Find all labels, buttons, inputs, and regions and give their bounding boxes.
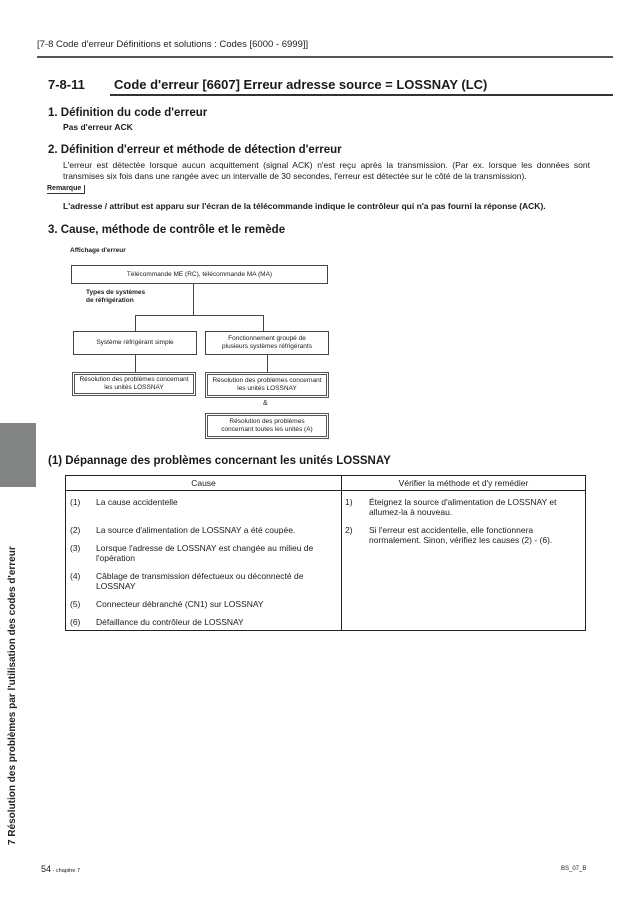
page-number	[41, 864, 80, 874]
col-header-cause: Cause	[66, 476, 342, 491]
diagram-top-box: Télécommande ME (RC), télécommande MA (MA)	[71, 265, 328, 284]
connector-line	[267, 355, 268, 372]
page-number-value: 54	[41, 864, 52, 874]
header-rule	[37, 56, 613, 58]
part1-text: Pas d'erreur ACK	[63, 122, 133, 132]
chapter-tab	[0, 423, 36, 487]
part2-heading: 2. Définition d'erreur et méthode de détection d'erreur	[48, 144, 342, 156]
connector-line	[263, 315, 264, 331]
col-header-remedy: Vérifier la méthode et d'y remédier	[342, 476, 586, 491]
connector-line	[135, 315, 136, 331]
diagram-left-result	[72, 372, 196, 396]
section-number: 7-8-11	[48, 77, 85, 92]
troubleshoot-heading: (1) Dépannage des problèmes concernant les unités LOSSNAY	[48, 455, 391, 467]
diagram-right-result	[205, 372, 329, 398]
right-result2-line2: concernant toutes les unités (A)	[221, 426, 313, 433]
diagram-right-result-2	[205, 413, 329, 439]
cause-item: (2) La source d'alimentation de LOSSNAY a été coupée.	[70, 525, 296, 535]
diagram-left-box: Système réfrigérant simple	[73, 331, 197, 355]
ampersand: &	[263, 400, 268, 407]
doc-code: BS_07_B	[561, 866, 587, 872]
types-label-line2: de réfrigération	[86, 297, 134, 304]
remedy-item: 2) Si l'erreur est accidentelle, elle fonctionnera normalement. Sinon, vérifiez les causes (2) - (6).	[345, 525, 553, 545]
cause-item: (4) Câblage de transmission défectueux ou déconnecté de LOSSNAY	[70, 571, 304, 591]
chapter-side-label: 7 Résolution des problèmes par l'utilisation des codes d'erreur	[7, 546, 18, 845]
page-title: Code d'erreur [6607] Erreur adresse source = LOSSNAY (LC)	[114, 77, 488, 92]
breadcrumb: [7-8 Code d'erreur Définitions et solutions : Codes [6000 - 6999]]	[37, 39, 309, 50]
cause-item: (5) Connecteur débranché (CN1) sur LOSSNAY	[70, 599, 264, 609]
connector-line	[135, 315, 263, 316]
cause-item: (6) Défaillance du contrôleur de LOSSNAY	[70, 617, 244, 627]
troubleshoot-table	[65, 475, 586, 631]
diagram-right-box	[205, 331, 329, 355]
remark-label: Remarque	[47, 185, 85, 194]
cause-cell	[66, 491, 342, 631]
chapter-label: - chapitre 7	[51, 868, 81, 874]
part1-heading: 1. Définition du code d'erreur	[48, 107, 208, 119]
remark-text: L'adresse / attribut est apparu sur l'écran de la télécommande indique le contrôleur qui n'a pas fourni la réponse (ACK).	[63, 201, 546, 211]
right-box-line2: plusieurs systèmes réfrigérants	[222, 343, 312, 350]
right-box-line1: Fonctionnement groupé de	[228, 335, 306, 342]
right-result2-line1: Résolution des problèmes	[229, 418, 305, 425]
right-result-line1: Résolution des problèmes concernant	[212, 377, 322, 384]
left-result-line1: Résolution des problèmes concernant	[79, 376, 189, 383]
types-label-line1: Types de systèmes	[86, 289, 146, 296]
remedy-cell	[342, 491, 586, 631]
cause-item: (3) Lorsque l'adresse de LOSSNAY est changée au milieu de l'opération	[70, 543, 314, 563]
diagram-label: Affichage d'erreur	[70, 247, 126, 254]
connector-line	[135, 355, 136, 372]
remedy-item: 1) Éteignez la source d'alimentation de LOSSNAY et allumez-la à nouveau.	[345, 497, 557, 517]
part2-text: L'erreur est détectée lorsque aucun acquittement (signal ACK) n'est reçu après la transmission. (Par ex. lorsque les données sont transmises six fois dans une rangée avec un intervalle de 30 secondes, l'erreur est détectée sur le côté de la transmission).	[63, 160, 590, 181]
title-rule	[110, 94, 613, 96]
left-result-line2: les unités LOSSNAY	[104, 384, 164, 391]
connector-line	[193, 284, 194, 315]
cause-item: (1) La cause accidentelle	[70, 497, 178, 507]
part3-heading: 3. Cause, méthode de contrôle et le remède	[48, 224, 286, 236]
types-label	[86, 289, 145, 305]
right-result-line2: les unités LOSSNAY	[237, 385, 297, 392]
